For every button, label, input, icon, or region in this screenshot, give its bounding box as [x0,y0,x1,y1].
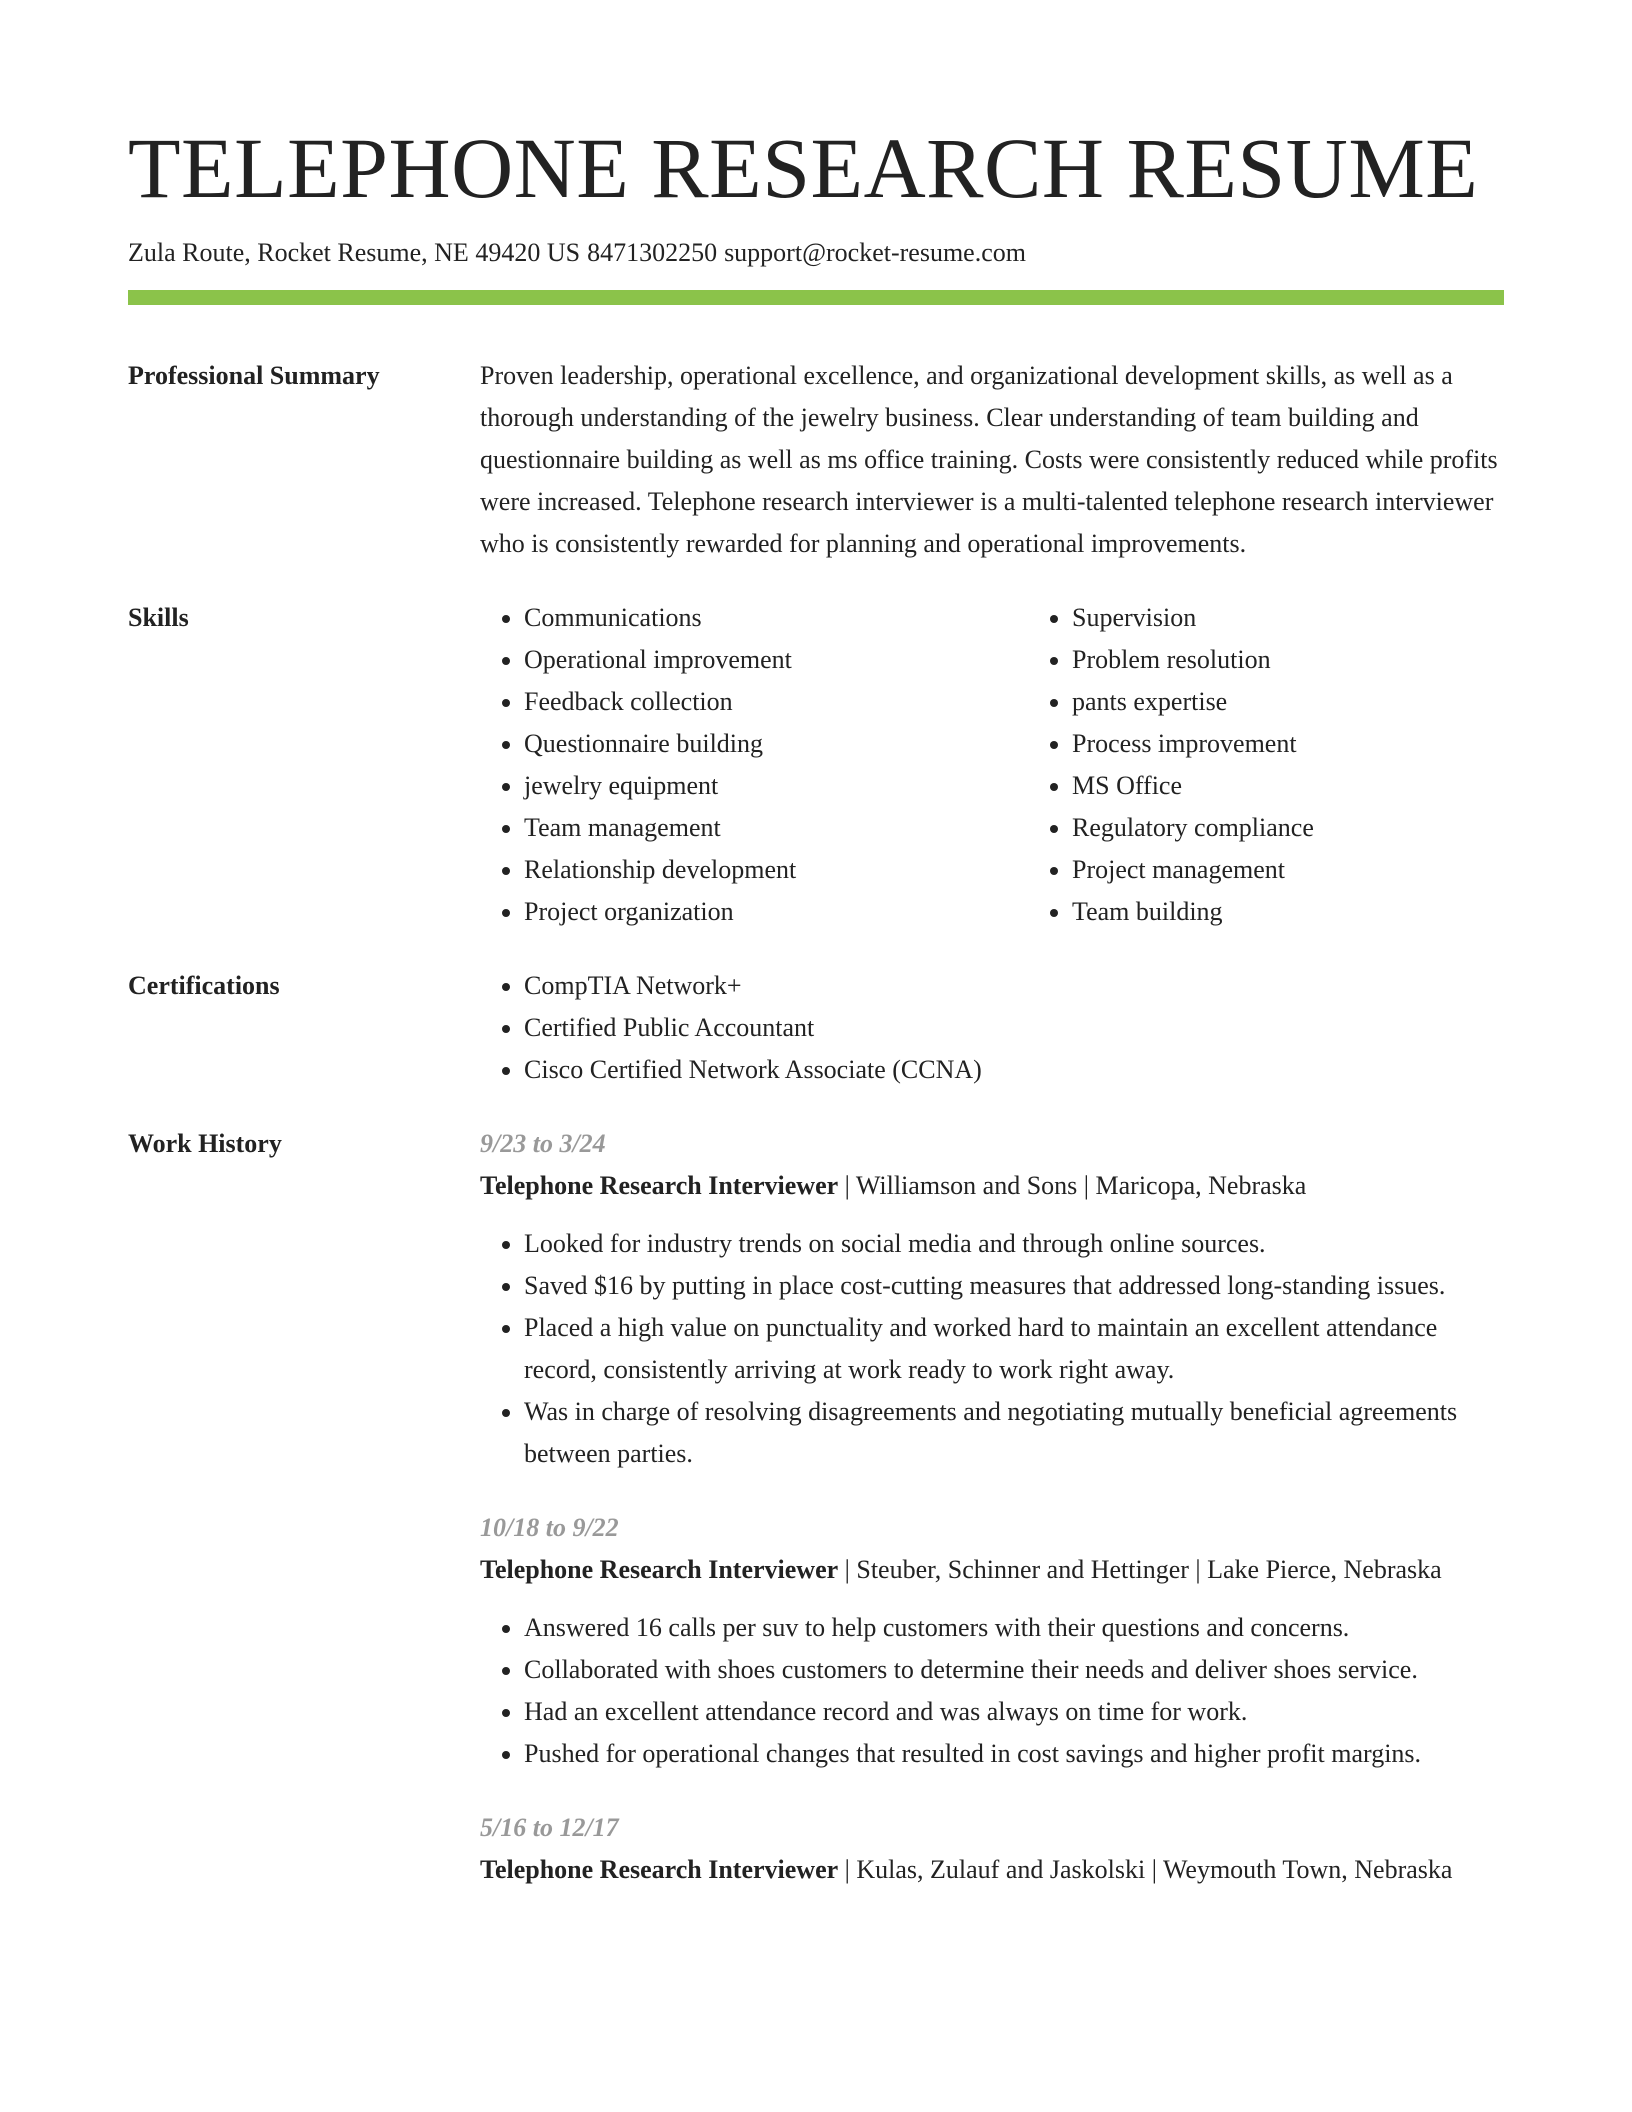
job-title: Telephone Research Interviewer [480,1171,839,1200]
job-bullet: • Pushed for operational changes that resulted in cost savings and higher profit margins. [524,1733,1504,1775]
contact-line [128,236,1504,270]
job-dates: 9/23 to 3/24 [480,1129,606,1158]
skill-item: • Relationship development [524,849,1028,891]
skill-item: • Supervision [1072,597,1592,639]
job-dates: 10/18 to 9/22 [480,1513,619,1542]
job-entry [480,1507,1504,1775]
skills-list-left [480,597,1028,933]
job-bullet: • Was in charge of resolving disagreements and negotiating mutually beneficial agreements between parties. [524,1391,1504,1475]
resume-page [128,0,1504,1891]
work-history-body [480,1123,1504,1891]
job-dates: 5/16 to 12/17 [480,1813,619,1842]
job-employer-location: | Kulas, Zulauf and Jaskolski | Weymouth Town, Nebraska [838,1855,1453,1884]
summary-section [128,355,1504,565]
skill-item: • Operational improvement [524,639,1028,681]
job-employer-location: | Williamson and Sons | Maricopa, Nebraska [838,1171,1307,1200]
certification-item: • CompTIA Network+ [524,965,1504,1007]
job-heading [480,1549,1504,1591]
header-divider [128,290,1504,305]
certifications-section [128,965,1504,1091]
job-bullets [480,1607,1504,1775]
skill-item: • Questionnaire building [524,723,1028,765]
skill-item: • Problem resolution [1072,639,1592,681]
job-heading [480,1849,1504,1891]
skills-list-right [1028,597,1592,933]
skill-item: • Regulatory compliance [1072,807,1592,849]
job-entry [480,1807,1504,1891]
job-bullet: • Saved $16 by putting in place cost-cutting measures that addressed long-standing issues. [524,1265,1504,1307]
contact-email: support@rocket-resume.com [724,238,1026,267]
job-title: Telephone Research Interviewer [480,1855,839,1884]
job-bullet: • Answered 16 calls per suv to help customers with their questions and concerns. [524,1607,1504,1649]
job-heading [480,1165,1504,1207]
skill-item: • Project management [1072,849,1592,891]
skill-item: • Team building [1072,891,1592,933]
job-bullet: • Looked for industry trends on social media and through online sources. [524,1223,1504,1265]
work-history-heading: Work History [128,1129,282,1158]
resume-name: TELEPHONE RESEARCH RESUME [128,120,1479,216]
job-bullet: • Collaborated with shoes customers to determine their needs and deliver shoes service. [524,1649,1504,1691]
job-title: Telephone Research Interviewer [480,1555,839,1584]
summary-heading: Professional Summary [128,361,380,390]
job-bullet: • Had an excellent attendance record and was always on time for work. [524,1691,1504,1733]
certifications-heading: Certifications [128,971,280,1000]
skill-item: • Process improvement [1072,723,1592,765]
skill-item: • jewelry equipment [524,765,1028,807]
skills-heading: Skills [128,603,189,632]
job-bullet: • Placed a high value on punctuality and worked hard to maintain an excellent attendance record, consistently arriving at work ready to work right away. [524,1307,1504,1391]
skills-body [480,597,1504,933]
certifications-body [480,965,1504,1091]
summary-text: Proven leadership, operational excellence, and organizational development skills, as well as a thorough understanding of the jewelry business. Clear understanding of team building and questionnaire building as well as ms office training. Costs were consistently reduced while profits were increased. Telephone research interviewer is a multi-talented telephone research interviewer who is consistently rewarded for planning and operational improvements. [480,361,1498,558]
job-bullets [480,1223,1504,1475]
summary-body [480,355,1504,565]
skills-section [128,597,1504,933]
skill-item: • Project organization [524,891,1028,933]
skill-item: • MS Office [1072,765,1592,807]
contact-phone: 8471302250 [587,238,718,267]
work-history-section [128,1123,1504,1891]
skill-item: • Team management [524,807,1028,849]
contact-address: Zula Route, Rocket Resume, NE 49420 US [128,238,581,267]
certification-item: • Cisco Certified Network Associate (CCNA) [524,1049,1504,1091]
certifications-list [480,965,1504,1091]
job-employer-location: | Steuber, Schinner and Hettinger | Lake Pierce, Nebraska [838,1555,1442,1584]
job-entry [480,1123,1504,1475]
skill-item: • Communications [524,597,1028,639]
skill-item: • pants expertise [1072,681,1592,723]
certification-item: • Certified Public Accountant [524,1007,1504,1049]
skill-item: • Feedback collection [524,681,1028,723]
